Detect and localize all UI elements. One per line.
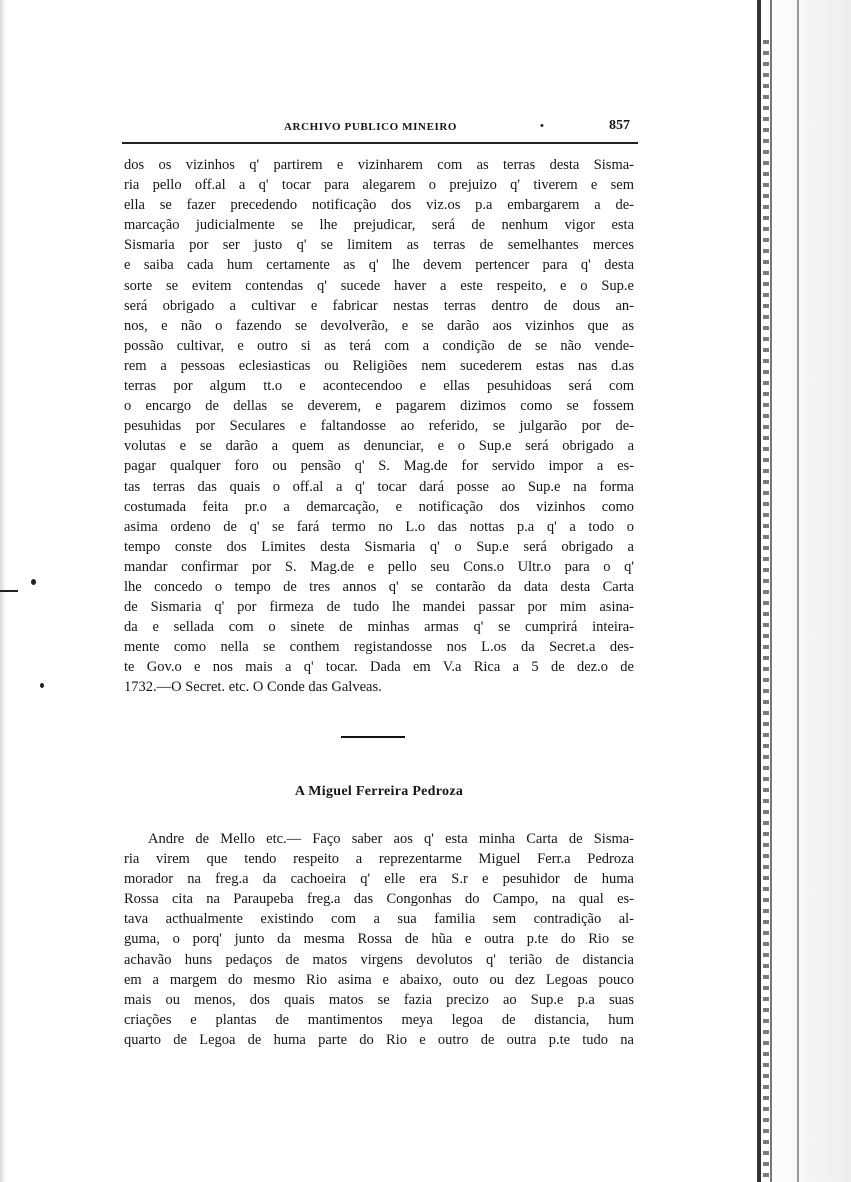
running-header bbox=[122, 118, 634, 142]
running-title: ARCHIVO PUBLICO MINEIRO bbox=[284, 121, 458, 133]
text-line: morador na freg.a da cachoeira q' elle era S.r e pesuhidor de huma bbox=[124, 871, 634, 888]
text-line: Rossa cita na Paraupeba freg.a das Congonhas do Campo, na qual es- bbox=[124, 891, 634, 908]
margin-tick-mark bbox=[0, 590, 18, 592]
book-page-edge bbox=[761, 0, 851, 1182]
text-line: e saiba cada hum certamente as q' lhe devem pertencer para q' desta bbox=[124, 257, 634, 274]
text-line: terras por algum tt.o e acontecendoo e ellas pesuhidoas será com bbox=[124, 378, 634, 395]
text-line: marcação judicialmente se lhe prejudicar, será de nenhum vigor esta bbox=[124, 217, 634, 234]
text-line: nos, e não o fazendo se devolverão, e se darão aos vizinhos que as bbox=[124, 317, 634, 334]
text-line: possão cultivar, e outro si as terá com a condição de se não vende- bbox=[124, 337, 634, 354]
text-line: lhe concedo o tempo de tres annos q' se contarão da data desta Carta bbox=[124, 578, 634, 595]
text-line: de Sismaria q' por firmeza de tudo lhe mandei passar por mim asina- bbox=[124, 599, 634, 616]
margin-dot-mark bbox=[40, 683, 44, 688]
text-line: pagar qualquer foro ou pensão q' S. Mag.de for servido impor a es- bbox=[124, 458, 634, 475]
text-line: ria virem que tendo respeito a reprezentarme Miguel Ferr.a Pedroza bbox=[124, 851, 634, 868]
text-line: tempo conste dos Limites desta Sismaria q' o Sup.e será obrigado a bbox=[124, 538, 634, 555]
text-line: asima ordeno de q' se fará termo no L.o das nottas p.a q' a todo o bbox=[124, 518, 634, 535]
text-line: o encargo de dellas se deverem, e pagarem dizimos como se fossem bbox=[124, 398, 634, 415]
text-line: costumada feita pr.o a demarcação, e notificação dos vizinhos como bbox=[124, 498, 634, 515]
text-line: ria pello off.al a q' tocar para alegarem o prejuizo q' tiverem e sem bbox=[124, 177, 634, 194]
text-line: volutas e se darão a quem as denunciar, e o Sup.e será obrigado a bbox=[124, 438, 634, 455]
text-line: mandar confirmar por S. Mag.de e pello seu Cons.o Ultr.o para o q' bbox=[124, 558, 634, 575]
text-line: em a margem do mesmo Rio asima e abaixo, outo ou dez Legoas pouco bbox=[124, 971, 634, 988]
text-line: 1732.—O Secret. etc. O Conde das Galveas. bbox=[124, 679, 382, 696]
text-line: Sismaria por ser justo q' se limitem as terras de semelhantes merces bbox=[124, 237, 634, 254]
header-rule bbox=[122, 142, 638, 144]
text-line: te Gov.o e nos mais a q' tocar. Dada em V.a Rica a 5 de dez.o de bbox=[124, 659, 634, 676]
header-dot: • bbox=[540, 120, 544, 132]
text-line: mente como nella se conthem registandosse nos L.os da Secret.a des- bbox=[124, 639, 634, 656]
text-line: mais ou menos, dos quais matos se fazia precizo ao Sup.e p.a suas bbox=[124, 991, 634, 1008]
section-separator bbox=[341, 736, 405, 738]
text-line: pesuhidas por Seculares e faltandosse ao referido, se julgarão por de- bbox=[124, 418, 634, 435]
text-line: da e sellada com o sinete de minhas armas q' se cumprirá inteira- bbox=[124, 619, 634, 636]
text-line: tas terras das quais o off.al a q' tocar dará posse ao Sup.e na forma bbox=[124, 478, 634, 495]
text-line: rem a pessoas eclesiasticas ou Religiões nem sucederem estas nas d.as bbox=[124, 357, 634, 374]
text-line: tava acthualmente existindo com a sua familia sem contradição al- bbox=[124, 911, 634, 928]
text-line: guma, o porq' junto da mesma Rossa de hũa e outra p.te do Rio se bbox=[124, 931, 634, 948]
text-line: sorte se evitem contendas q' sucede haver a este respeito, e o Sup.e bbox=[124, 277, 634, 294]
page-number: 857 bbox=[609, 118, 630, 133]
text-line: dos os vizinhos q' partirem e vizinharem com as terras desta Sisma- bbox=[124, 157, 634, 173]
text-line: criações e plantas de mantimentos meya legoa de distancia, hum bbox=[124, 1011, 634, 1028]
text-line: achavão huns pedaços de matos virgens devolutos q' terião de distancia bbox=[124, 951, 634, 968]
page-edge-line bbox=[797, 0, 799, 1182]
section-heading: A Miguel Ferreira Pedroza bbox=[294, 784, 464, 799]
page-edge-texture bbox=[763, 40, 769, 1180]
text-line: quarto de Legoa de huma parte do Rio e outro de outra p.te tudo na bbox=[124, 1031, 634, 1048]
text-line: Andre de Mello etc.— Faço saber aos q' esta minha Carta de Sisma- bbox=[148, 831, 634, 847]
margin-dot-mark bbox=[31, 579, 36, 585]
text-line: ella se fazer precedendo notificação dos viz.os p.a embargarem a de- bbox=[124, 197, 634, 214]
text-line: será obrigado a cultivar e fabricar nestas terras dentro de dous an- bbox=[124, 297, 634, 314]
paragraph-new-grant bbox=[124, 829, 634, 1050]
paragraph-continued bbox=[124, 155, 634, 698]
page-edge-line bbox=[757, 0, 761, 1182]
page-edge-line bbox=[770, 0, 772, 1182]
